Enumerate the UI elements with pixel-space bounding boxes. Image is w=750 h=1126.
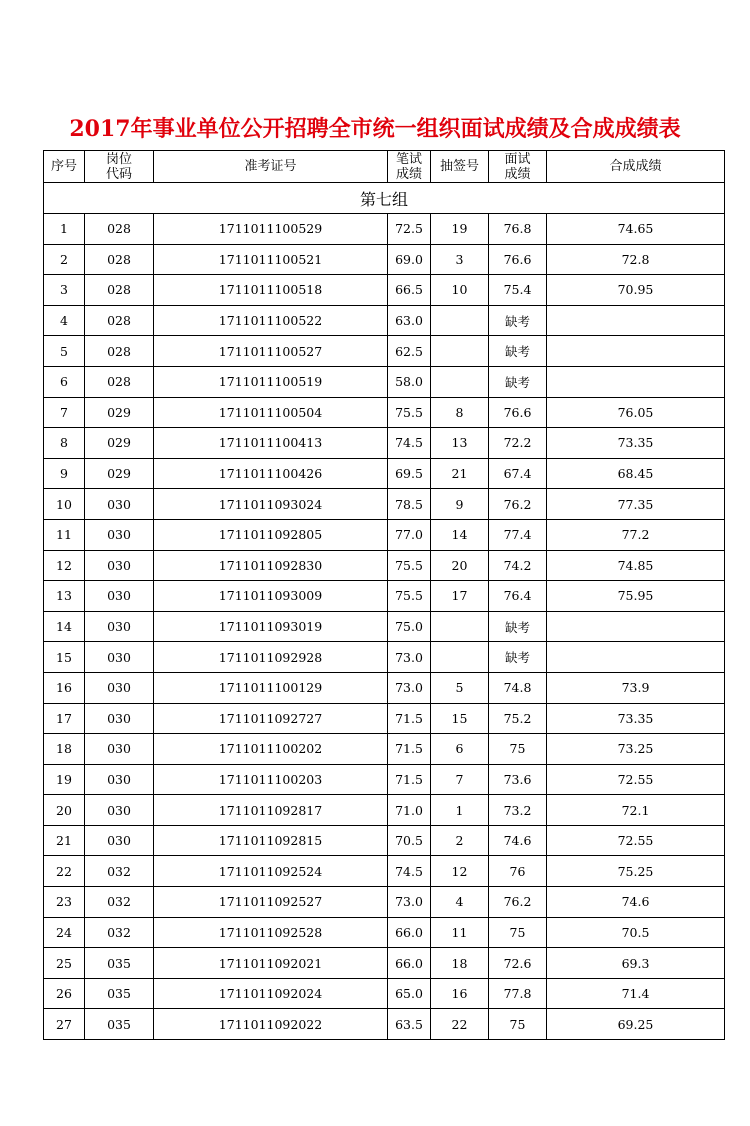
cell-written: 78.5 <box>388 489 431 520</box>
cell-draw: 18 <box>431 948 489 979</box>
cell-ticket: 1711011100504 <box>154 397 388 428</box>
cell-draw: 20 <box>431 550 489 581</box>
cell-combined: 75.95 <box>547 581 725 612</box>
cell-ticket: 1711011100202 <box>154 734 388 765</box>
cell-ticket: 1711011092928 <box>154 642 388 673</box>
cell-ticket: 1711011100521 <box>154 244 388 275</box>
cell-seq: 10 <box>44 489 85 520</box>
table-row <box>44 489 725 520</box>
cell-written: 73.0 <box>388 672 431 703</box>
table-row <box>44 642 725 673</box>
cell-draw: 5 <box>431 672 489 703</box>
cell-seq: 14 <box>44 611 85 642</box>
cell-post: 028 <box>85 214 154 245</box>
cell-ticket: 1711011100129 <box>154 672 388 703</box>
cell-draw: 16 <box>431 978 489 1009</box>
cell-written: 73.0 <box>388 642 431 673</box>
cell-post: 035 <box>85 978 154 1009</box>
cell-seq: 25 <box>44 948 85 979</box>
cell-draw: 12 <box>431 856 489 887</box>
cell-post: 028 <box>85 244 154 275</box>
cell-combined <box>547 305 725 336</box>
cell-written: 69.5 <box>388 458 431 489</box>
cell-combined: 74.85 <box>547 550 725 581</box>
table-row <box>44 519 725 550</box>
cell-draw: 4 <box>431 887 489 918</box>
cell-draw: 1 <box>431 795 489 826</box>
cell-draw <box>431 366 489 397</box>
cell-written: 65.0 <box>388 978 431 1009</box>
cell-written: 75.5 <box>388 550 431 581</box>
cell-combined: 73.35 <box>547 428 725 459</box>
cell-ticket: 1711011100203 <box>154 764 388 795</box>
cell-written: 63.5 <box>388 1009 431 1040</box>
cell-combined: 77.35 <box>547 489 725 520</box>
cell-interview: 76.6 <box>489 397 547 428</box>
header-interview-text: 面试成绩 <box>504 151 531 182</box>
cell-post: 028 <box>85 305 154 336</box>
cell-seq: 19 <box>44 764 85 795</box>
cell-interview: 75.2 <box>489 703 547 734</box>
cell-ticket: 1711011092727 <box>154 703 388 734</box>
cell-combined: 70.5 <box>547 917 725 948</box>
cell-ticket: 1711011100518 <box>154 275 388 306</box>
cell-combined <box>547 336 725 367</box>
cell-interview: 77.8 <box>489 978 547 1009</box>
cell-written: 75.5 <box>388 581 431 612</box>
cell-post: 030 <box>85 519 154 550</box>
cell-seq: 4 <box>44 305 85 336</box>
cell-draw: 14 <box>431 519 489 550</box>
table-row <box>44 978 725 1009</box>
cell-interview: 75 <box>489 1009 547 1040</box>
cell-seq: 23 <box>44 887 85 918</box>
cell-ticket: 1711011093009 <box>154 581 388 612</box>
cell-combined: 69.3 <box>547 948 725 979</box>
cell-interview: 73.2 <box>489 795 547 826</box>
cell-interview: 缺考 <box>489 366 547 397</box>
cell-post: 030 <box>85 489 154 520</box>
cell-interview: 76.4 <box>489 581 547 612</box>
cell-ticket: 1711011093019 <box>154 611 388 642</box>
cell-post: 030 <box>85 642 154 673</box>
table-row <box>44 458 725 489</box>
cell-combined: 72.8 <box>547 244 725 275</box>
cell-seq: 1 <box>44 214 85 245</box>
cell-draw: 7 <box>431 764 489 795</box>
table-row <box>44 1009 725 1040</box>
cell-written: 71.5 <box>388 703 431 734</box>
table-row <box>44 887 725 918</box>
cell-seq: 12 <box>44 550 85 581</box>
table-row <box>44 764 725 795</box>
cell-written: 71.5 <box>388 734 431 765</box>
cell-seq: 7 <box>44 397 85 428</box>
cell-written: 71.0 <box>388 795 431 826</box>
table-row <box>44 948 725 979</box>
cell-post: 030 <box>85 611 154 642</box>
table-row <box>44 917 725 948</box>
group-label: 第七组 <box>44 183 725 214</box>
cell-interview: 72.2 <box>489 428 547 459</box>
cell-interview: 缺考 <box>489 336 547 367</box>
header-written <box>388 151 431 183</box>
cell-interview: 76.6 <box>489 244 547 275</box>
cell-seq: 8 <box>44 428 85 459</box>
cell-written: 73.0 <box>388 887 431 918</box>
table-row <box>44 672 725 703</box>
cell-combined: 72.1 <box>547 795 725 826</box>
table-row <box>44 336 725 367</box>
cell-interview: 74.2 <box>489 550 547 581</box>
cell-seq: 16 <box>44 672 85 703</box>
cell-ticket: 1711011092022 <box>154 1009 388 1040</box>
cell-seq: 20 <box>44 795 85 826</box>
cell-interview: 74.8 <box>489 672 547 703</box>
cell-combined <box>547 366 725 397</box>
cell-combined: 69.25 <box>547 1009 725 1040</box>
table-row <box>44 397 725 428</box>
table-row <box>44 795 725 826</box>
cell-ticket: 1711011092527 <box>154 887 388 918</box>
cell-draw: 3 <box>431 244 489 275</box>
cell-combined: 72.55 <box>547 825 725 856</box>
header-post-code-text: 岗位代码 <box>105 151 132 182</box>
cell-interview: 77.4 <box>489 519 547 550</box>
cell-draw <box>431 642 489 673</box>
cell-seq: 6 <box>44 366 85 397</box>
cell-ticket: 1711011092815 <box>154 825 388 856</box>
cell-written: 75.0 <box>388 611 431 642</box>
cell-written: 72.5 <box>388 214 431 245</box>
cell-ticket: 1711011092805 <box>154 519 388 550</box>
table-row <box>44 611 725 642</box>
table-row <box>44 550 725 581</box>
cell-post: 030 <box>85 672 154 703</box>
cell-interview: 73.6 <box>489 764 547 795</box>
cell-draw: 17 <box>431 581 489 612</box>
cell-interview: 74.6 <box>489 825 547 856</box>
cell-seq: 17 <box>44 703 85 734</box>
cell-ticket: 1711011100527 <box>154 336 388 367</box>
cell-seq: 15 <box>44 642 85 673</box>
table-row <box>44 366 725 397</box>
table-row <box>44 275 725 306</box>
cell-combined <box>547 642 725 673</box>
cell-written: 66.5 <box>388 275 431 306</box>
cell-post: 030 <box>85 734 154 765</box>
cell-interview: 缺考 <box>489 642 547 673</box>
cell-draw: 10 <box>431 275 489 306</box>
cell-interview: 76.8 <box>489 214 547 245</box>
header-post-code <box>85 151 154 183</box>
cell-written: 66.0 <box>388 948 431 979</box>
table-row <box>44 703 725 734</box>
cell-post: 030 <box>85 550 154 581</box>
cell-seq: 21 <box>44 825 85 856</box>
cell-written: 62.5 <box>388 336 431 367</box>
cell-interview: 75 <box>489 734 547 765</box>
table-row <box>44 214 725 245</box>
scores-table <box>43 150 725 1040</box>
table-row <box>44 244 725 275</box>
cell-draw: 2 <box>431 825 489 856</box>
cell-post: 032 <box>85 856 154 887</box>
cell-draw: 21 <box>431 458 489 489</box>
table-row <box>44 856 725 887</box>
cell-post: 035 <box>85 1009 154 1040</box>
cell-seq: 5 <box>44 336 85 367</box>
cell-draw: 15 <box>431 703 489 734</box>
cell-interview: 缺考 <box>489 305 547 336</box>
cell-seq: 11 <box>44 519 85 550</box>
cell-combined: 73.25 <box>547 734 725 765</box>
cell-post: 029 <box>85 428 154 459</box>
table-header <box>44 151 725 183</box>
cell-ticket: 1711011092528 <box>154 917 388 948</box>
cell-written: 69.0 <box>388 244 431 275</box>
cell-written: 74.5 <box>388 428 431 459</box>
cell-combined: 74.6 <box>547 887 725 918</box>
cell-draw: 22 <box>431 1009 489 1040</box>
cell-draw <box>431 336 489 367</box>
cell-combined <box>547 611 725 642</box>
cell-combined: 72.55 <box>547 764 725 795</box>
cell-post: 030 <box>85 825 154 856</box>
cell-ticket: 1711011092024 <box>154 978 388 1009</box>
cell-draw: 11 <box>431 917 489 948</box>
table-body <box>44 214 725 1040</box>
cell-post: 035 <box>85 948 154 979</box>
cell-interview: 75 <box>489 917 547 948</box>
cell-post: 030 <box>85 581 154 612</box>
cell-combined: 70.95 <box>547 275 725 306</box>
cell-written: 77.0 <box>388 519 431 550</box>
cell-interview: 72.6 <box>489 948 547 979</box>
cell-written: 75.5 <box>388 397 431 428</box>
cell-combined: 75.25 <box>547 856 725 887</box>
cell-interview: 缺考 <box>489 611 547 642</box>
group-section <box>44 183 725 214</box>
cell-seq: 3 <box>44 275 85 306</box>
cell-written: 66.0 <box>388 917 431 948</box>
cell-post: 032 <box>85 917 154 948</box>
cell-post: 030 <box>85 703 154 734</box>
cell-post: 028 <box>85 366 154 397</box>
cell-combined: 76.05 <box>547 397 725 428</box>
cell-ticket: 1711011092817 <box>154 795 388 826</box>
cell-ticket: 1711011093024 <box>154 489 388 520</box>
cell-ticket: 1711011092830 <box>154 550 388 581</box>
cell-interview: 75.4 <box>489 275 547 306</box>
cell-draw: 19 <box>431 214 489 245</box>
cell-seq: 27 <box>44 1009 85 1040</box>
cell-combined: 68.45 <box>547 458 725 489</box>
table-row <box>44 581 725 612</box>
cell-seq: 26 <box>44 978 85 1009</box>
cell-draw: 13 <box>431 428 489 459</box>
header-seq: 序号 <box>44 151 85 183</box>
cell-post: 030 <box>85 764 154 795</box>
cell-ticket: 1711011100522 <box>154 305 388 336</box>
cell-seq: 24 <box>44 917 85 948</box>
cell-interview: 76 <box>489 856 547 887</box>
cell-post: 029 <box>85 397 154 428</box>
cell-interview: 67.4 <box>489 458 547 489</box>
cell-draw <box>431 611 489 642</box>
cell-seq: 9 <box>44 458 85 489</box>
table-row <box>44 825 725 856</box>
table-row <box>44 305 725 336</box>
cell-draw: 6 <box>431 734 489 765</box>
cell-combined: 73.35 <box>547 703 725 734</box>
cell-seq: 2 <box>44 244 85 275</box>
cell-post: 028 <box>85 275 154 306</box>
cell-combined: 77.2 <box>547 519 725 550</box>
cell-written: 58.0 <box>388 366 431 397</box>
cell-ticket: 1711011092021 <box>154 948 388 979</box>
page-title: 2017年事业单位公开招聘全市统一组织面试成绩及合成成绩表 <box>69 116 681 142</box>
header-combined: 合成成绩 <box>547 151 725 183</box>
cell-combined: 74.65 <box>547 214 725 245</box>
table-row <box>44 428 725 459</box>
cell-written: 63.0 <box>388 305 431 336</box>
cell-post: 032 <box>85 887 154 918</box>
cell-seq: 13 <box>44 581 85 612</box>
header-interview <box>489 151 547 183</box>
cell-combined: 73.9 <box>547 672 725 703</box>
cell-ticket: 1711011100426 <box>154 458 388 489</box>
cell-seq: 18 <box>44 734 85 765</box>
header-written-text: 笔试成绩 <box>395 151 422 182</box>
cell-seq: 22 <box>44 856 85 887</box>
cell-post: 030 <box>85 795 154 826</box>
cell-ticket: 1711011100413 <box>154 428 388 459</box>
cell-ticket: 1711011100519 <box>154 366 388 397</box>
header-draw: 抽签号 <box>431 151 489 183</box>
cell-draw <box>431 305 489 336</box>
cell-draw: 9 <box>431 489 489 520</box>
cell-written: 71.5 <box>388 764 431 795</box>
cell-written: 74.5 <box>388 856 431 887</box>
cell-combined: 71.4 <box>547 978 725 1009</box>
cell-written: 70.5 <box>388 825 431 856</box>
cell-post: 028 <box>85 336 154 367</box>
cell-interview: 76.2 <box>489 887 547 918</box>
cell-draw: 8 <box>431 397 489 428</box>
table-row <box>44 734 725 765</box>
cell-ticket: 1711011100529 <box>154 214 388 245</box>
cell-ticket: 1711011092524 <box>154 856 388 887</box>
cell-interview: 76.2 <box>489 489 547 520</box>
header-ticket: 准考证号 <box>154 151 388 183</box>
cell-post: 029 <box>85 458 154 489</box>
